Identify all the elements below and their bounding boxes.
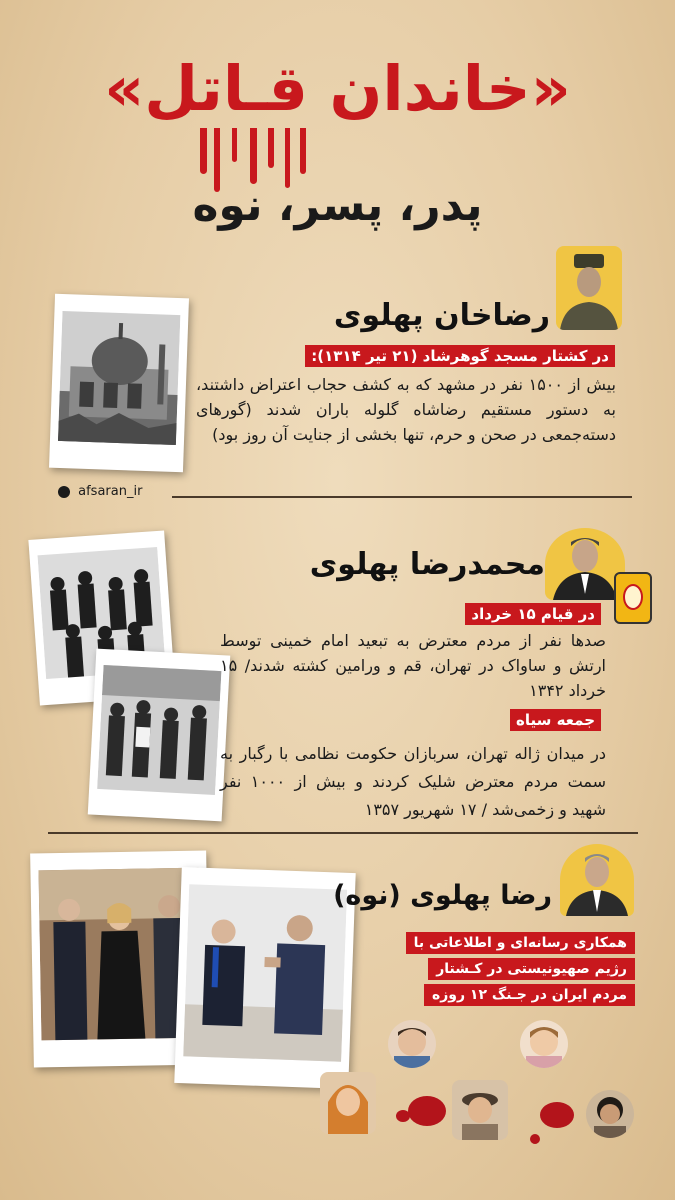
blood-splat [530,1134,540,1144]
section-3-label-2-wrap [428,958,635,977]
section-2-name: محمدرضا پهلوی [309,547,545,582]
section-2-text: صدها نفر از مردم معترض به تبعید امام خمینی توسط ارتش و ساواک در تهران، قم و ورامین کشته شدند/ ۱۵ خرداد ۱۳۴۲ [220,631,606,700]
handle-wrap [58,484,142,499]
section-3-label-3: مردم ایران در جـنگ ۱۲ روزه [424,984,635,1006]
handle-text: afsaran_ir [78,484,143,499]
divider-2 [48,832,638,834]
section-1-text: بیش از ۱۵۰۰ نفر در مشهد که به کشف حجاب اعتراض داشتند، به دستور مستقیم رضاشاه گلوله باران شدند (گورهای دسته‌جمعی در صحن و حرم، تنها بخشی از جنایت آن روز بود) [196,375,616,444]
child-image [520,1020,568,1068]
section-2-event-label-2-wrap [510,710,601,729]
section-2-event-label-wrap [465,604,601,623]
blood-splat [396,1110,410,1122]
child-image [388,1020,436,1068]
child-photo [586,1090,634,1138]
mohammad-reza-portrait [545,528,625,600]
blood-drip [232,128,237,162]
section-3-label-1-wrap [406,932,635,951]
blood-drip [268,128,274,168]
section-3-label-3-wrap [424,984,635,1003]
section-2-event-label-2: جمعه سیاه [510,709,601,731]
section-3-label-2: رژیم صهیونیستی در کـشتار [428,958,635,980]
section-3-name: رضا پهلوی (نوه) [333,880,552,911]
divider-1 [172,496,632,498]
lantern-icon [614,572,652,624]
blood-drip [250,128,257,184]
main-title: «خاندان قـاتل» [104,52,571,125]
lantern-flame [623,584,643,610]
mosque-photo [49,294,189,473]
netanyahu-photo-2 [174,867,355,1089]
portrait-image [560,844,634,916]
child-photo [388,1020,436,1068]
child-photo [520,1020,568,1068]
blood-drip [200,128,207,174]
child-image [586,1090,634,1138]
protest-image-2 [97,657,222,803]
section-1-name: رضاخان پهلوی [333,298,550,333]
blood-drip [300,128,306,174]
child-image [320,1072,376,1134]
mosque-image [58,302,181,454]
portrait-image [556,246,622,330]
section-1-event-label-wrap [305,346,615,365]
child-photo [320,1072,376,1134]
meeting-image-2 [183,875,348,1070]
child-image [452,1080,508,1140]
section-1-event-label: در کشتار مسجد گوهرشاد (۲۱ تیر ۱۳۱۴): [305,345,615,367]
subtitle: پدر، پسر، نوه [192,180,483,231]
child-photo [452,1080,508,1140]
reza-khan-portrait [556,246,622,330]
blood-drip [285,128,290,188]
reza-pahlavi-portrait [560,844,634,916]
blood-splat [540,1102,574,1128]
protest-photo-2 [88,649,231,822]
blood-splat [408,1096,446,1126]
section-3-label-1: همکاری رسانه‌ای و اطلاعاتی با [406,932,635,954]
telegram-icon [58,486,70,498]
section-2-event-label: در قیام ۱۵ خرداد [465,603,601,625]
portrait-image [545,528,625,600]
section-2-text-2: در میدان ژاله تهران، سربازان حکومت نظامی با رگبار به سمت مردم معترض شلیک کردند و بیش از ۱۰۰۰ نفر شهید و زخمی‌شد / ۱۷ شهریور ۱۳۵۷ [220,744,606,819]
